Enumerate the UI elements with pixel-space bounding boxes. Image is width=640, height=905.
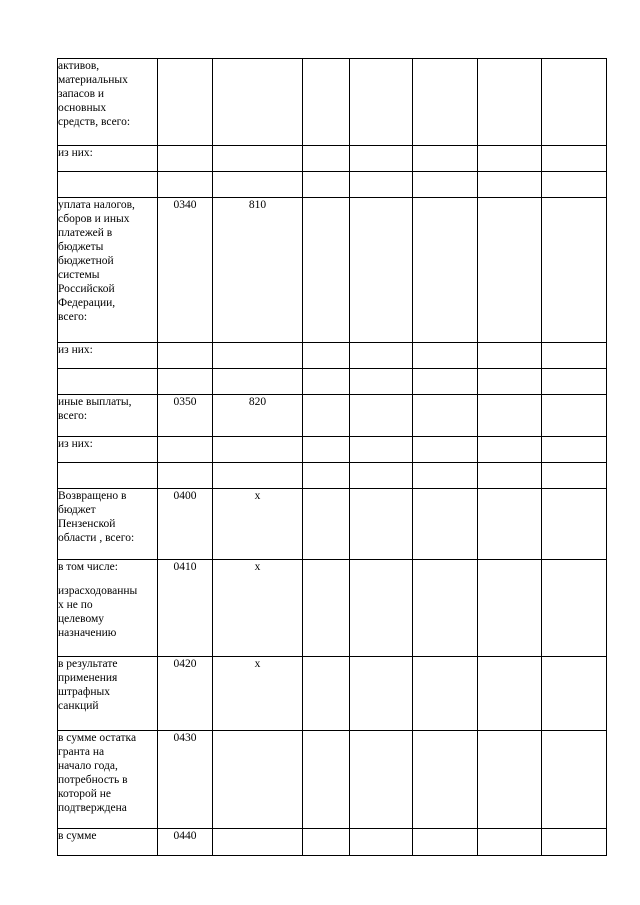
empty-cell <box>413 463 478 489</box>
row-code <box>158 172 213 198</box>
empty-cell <box>542 59 607 146</box>
table-row <box>58 59 607 146</box>
row-label-line: назначению <box>58 627 117 639</box>
empty-cell <box>303 560 350 657</box>
row-label-line: израсходованны <box>58 585 138 597</box>
row-label-line: основных <box>58 102 107 114</box>
row-label-line: в сумме <box>58 830 97 842</box>
table-row <box>58 146 607 172</box>
empty-cell <box>350 59 413 146</box>
empty-cell <box>478 657 542 731</box>
empty-cell <box>478 369 542 395</box>
empty-cell <box>303 369 350 395</box>
empty-cell <box>542 198 607 343</box>
empty-cell <box>350 560 413 657</box>
empty-cell <box>350 395 413 437</box>
row-value <box>213 463 303 489</box>
empty-cell <box>542 731 607 829</box>
empty-cell <box>478 198 542 343</box>
row-value <box>213 343 303 369</box>
row-label-line: которой не <box>58 788 112 800</box>
row-label-line: в результате <box>58 658 118 670</box>
row-code: 0440 <box>158 829 213 856</box>
empty-cell <box>413 560 478 657</box>
table-row <box>58 198 607 343</box>
row-label <box>58 463 158 489</box>
empty-cell <box>413 59 478 146</box>
empty-cell <box>478 395 542 437</box>
empty-cell <box>413 343 478 369</box>
empty-cell <box>542 172 607 198</box>
row-code: 0350 <box>158 395 213 437</box>
empty-cell <box>413 172 478 198</box>
table-row <box>58 560 607 657</box>
row-label-line: начало года, <box>58 760 118 772</box>
empty-cell <box>303 343 350 369</box>
empty-cell <box>413 437 478 463</box>
row-code <box>158 59 213 146</box>
row-label <box>58 59 158 146</box>
row-label-line: запасов и <box>58 88 105 100</box>
empty-cell <box>542 560 607 657</box>
row-label-line: всего: <box>58 410 88 422</box>
empty-cell <box>303 489 350 560</box>
row-value: 810 <box>213 198 303 343</box>
row-label <box>58 343 158 369</box>
row-label-line: Пензенской <box>58 518 116 530</box>
row-label-line: подтверждена <box>58 802 127 814</box>
row-label-line: применения <box>58 672 118 684</box>
empty-cell <box>350 463 413 489</box>
empty-cell <box>542 489 607 560</box>
row-code <box>158 343 213 369</box>
row-label-line: в сумме остатка <box>58 732 137 744</box>
empty-cell <box>350 437 413 463</box>
empty-cell <box>350 198 413 343</box>
row-value <box>213 369 303 395</box>
table-row <box>58 731 607 829</box>
row-value: 820 <box>213 395 303 437</box>
row-label-line: целевому <box>58 613 105 625</box>
empty-cell <box>478 343 542 369</box>
empty-cell <box>350 172 413 198</box>
empty-cell <box>542 343 607 369</box>
empty-cell <box>542 437 607 463</box>
empty-cell <box>303 463 350 489</box>
report-table <box>57 58 607 856</box>
empty-cell <box>478 146 542 172</box>
empty-cell <box>478 59 542 146</box>
empty-cell <box>303 172 350 198</box>
row-label-line: х не по <box>58 599 93 611</box>
row-label-line: бюджет <box>58 504 96 516</box>
empty-cell <box>303 657 350 731</box>
table-row <box>58 463 607 489</box>
empty-cell <box>478 489 542 560</box>
row-code: 0420 <box>158 657 213 731</box>
row-value <box>213 731 303 829</box>
row-value <box>213 829 303 856</box>
row-code: 0430 <box>158 731 213 829</box>
empty-cell <box>413 731 478 829</box>
empty-cell <box>303 437 350 463</box>
row-label-line: сборов и иных <box>58 213 130 225</box>
row-label-line: бюджетной <box>58 255 114 267</box>
row-value <box>213 172 303 198</box>
row-value <box>213 59 303 146</box>
table-row <box>58 395 607 437</box>
row-label <box>58 489 158 560</box>
row-label <box>58 437 158 463</box>
empty-cell <box>413 489 478 560</box>
row-label <box>58 731 158 829</box>
row-label <box>58 395 158 437</box>
empty-cell <box>303 59 350 146</box>
row-label <box>58 560 158 657</box>
table-row <box>58 829 607 856</box>
row-label <box>58 657 158 731</box>
row-label-line: системы <box>58 269 100 281</box>
row-label-line: штрафных <box>58 686 110 698</box>
row-label-line: платежей в <box>58 227 113 239</box>
empty-cell <box>542 369 607 395</box>
row-code <box>158 437 213 463</box>
empty-cell <box>542 829 607 856</box>
empty-cell <box>478 463 542 489</box>
row-value: x <box>213 489 303 560</box>
row-label-line: всего: <box>58 311 88 323</box>
empty-cell <box>413 395 478 437</box>
row-label-line: иные выплаты, <box>58 396 132 408</box>
table-row <box>58 172 607 198</box>
empty-cell <box>413 146 478 172</box>
empty-cell <box>350 146 413 172</box>
empty-cell <box>413 657 478 731</box>
row-code <box>158 146 213 172</box>
empty-cell <box>350 343 413 369</box>
empty-cell <box>542 146 607 172</box>
row-value <box>213 437 303 463</box>
row-value: x <box>213 560 303 657</box>
row-label <box>58 146 158 172</box>
empty-cell <box>478 731 542 829</box>
row-label-line: материальных <box>58 74 128 86</box>
empty-cell <box>413 369 478 395</box>
table-row <box>58 437 607 463</box>
table-row <box>58 343 607 369</box>
empty-cell <box>350 657 413 731</box>
empty-cell <box>413 829 478 856</box>
row-label-line: Возвращено в <box>58 490 127 502</box>
empty-cell <box>303 731 350 829</box>
row-label-line: уплата налогов, <box>58 199 135 211</box>
row-label-line: из них: <box>58 344 93 356</box>
table-row <box>58 657 607 731</box>
empty-cell <box>542 657 607 731</box>
empty-cell <box>478 560 542 657</box>
row-label-line: Российской <box>58 283 115 295</box>
empty-cell <box>478 172 542 198</box>
row-code: 0340 <box>158 198 213 343</box>
row-code <box>158 369 213 395</box>
row-label-line: средств, всего: <box>58 116 131 128</box>
empty-cell <box>350 369 413 395</box>
row-value <box>213 146 303 172</box>
empty-cell <box>303 198 350 343</box>
empty-cell <box>303 395 350 437</box>
row-label-line: активов, <box>58 60 100 72</box>
row-code: 0410 <box>158 560 213 657</box>
row-label-line: гранта на <box>58 746 105 758</box>
row-label-line: из них: <box>58 147 93 159</box>
empty-cell <box>350 829 413 856</box>
row-code <box>158 463 213 489</box>
row-label-line: бюджеты <box>58 241 104 253</box>
table-row <box>58 489 607 560</box>
row-label <box>58 369 158 395</box>
empty-cell <box>478 829 542 856</box>
empty-cell <box>303 146 350 172</box>
row-label <box>58 198 158 343</box>
empty-cell <box>413 198 478 343</box>
empty-cell <box>478 437 542 463</box>
row-label-line: Федерации, <box>58 297 116 309</box>
row-label-line: потребность в <box>58 774 128 786</box>
row-label-line: области , всего: <box>58 532 135 544</box>
row-label-line: санкций <box>58 700 99 712</box>
row-code: 0400 <box>158 489 213 560</box>
row-label-line: в том числе: <box>58 561 118 573</box>
table-row <box>58 369 607 395</box>
row-label-line: из них: <box>58 438 93 450</box>
row-label <box>58 829 158 856</box>
empty-cell <box>542 463 607 489</box>
row-label-paragraph <box>58 584 157 640</box>
row-value: x <box>213 657 303 731</box>
empty-cell <box>350 489 413 560</box>
empty-cell <box>542 395 607 437</box>
empty-cell <box>350 731 413 829</box>
empty-cell <box>303 829 350 856</box>
row-label <box>58 172 158 198</box>
